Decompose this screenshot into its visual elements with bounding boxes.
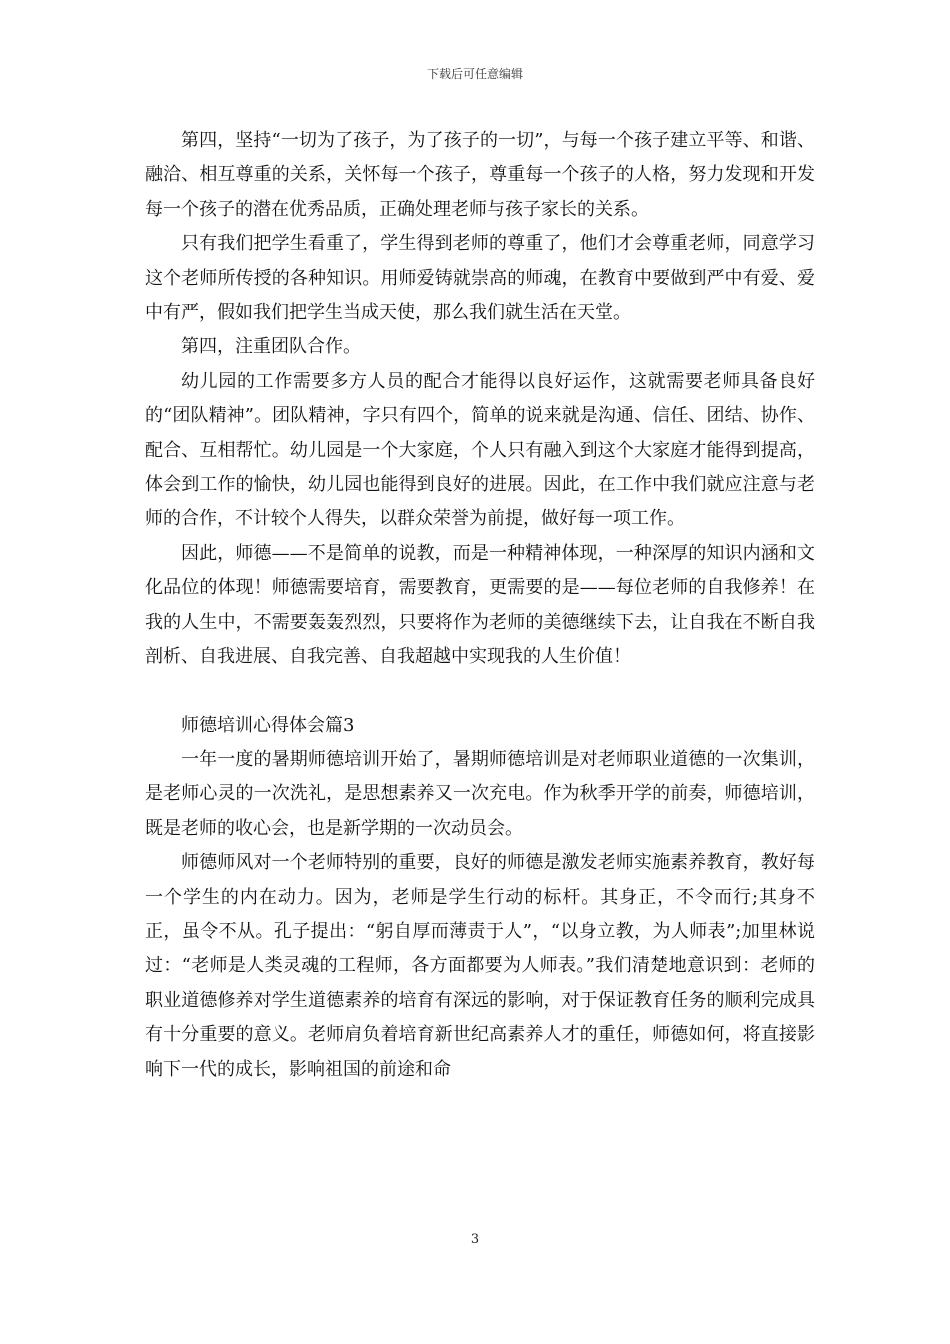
paragraph: 幼儿园的工作需要多方人员的配合才能得以良好运作，这就需要老师具备良好的“团队精神”。团队精神，字只有四个，简单的说来就是沟通、信任、团结、协作、配合、互相帮忙。幼儿园是一个大家庭，个人只有融入到这个大家庭才能得到提高，体会到工作的愉快，幼儿园也能得到良好的进展。因此，在工作中我们就应注意与老师的合作，不计较个人得失，以群众荣誉为前提，做好每一项工作。 [145,370,815,530]
section-title: 师德培训心得体会篇3 [181,714,355,736]
document-body [145,124,815,1087]
paragraph: 只有我们把学生看重了，学生得到老师的尊重了，他们才会尊重老师，同意学习这个老师所传授的各种知识。用师爱铸就崇高的师魂，在教育中要做到严中有爱、爱中有严，假如我们把学生当成天使，那么我们就生活在天堂。 [145,233,815,324]
paragraph: 因此，师德——不是简单的说教，而是一种精神体现，一种深厚的知识内涵和文化品位的体现！师德需要培育，需要教育，更需要的是——每位老师的自我修养！在我的人生中，不需要轰轰烈烈，只要将作为老师的美德继续下去，让自我在不断自我剖析、自我进展、自我完善、自我超越中实现我的人生价值！ [145,542,815,668]
paragraph: 第四，注重团队合作。 [181,336,361,358]
page-number: 3 [470,1232,480,1247]
paragraph: 第四，坚持“一切为了孩子，为了孩子的一切”，与每一个孩子建立平等、和谐、融洽、相互尊重的关系，关怀每一个孩子，尊重每一个孩子的人格，努力发现和开发每一个孩子的潜在优秀品质，正确处理老师与孩子家长的关系。 [145,130,815,220]
paragraph: 一年一度的暑期师德培训开始了，暑期师德培训是对老师职业道德的一次集训，是老师心灵的一次洗礼，是思想素养又一次充电。作为秋季开学的前奏，师德培训，既是老师的收心会，也是新学期的一次动员会。 [145,748,815,839]
paragraph: 师德师风对一个老师特别的重要，良好的师德是激发老师实施素养教育，教好每一个学生的内在动力。因为，老师是学生行动的标杆。其身正，不令而行;其身不正，虽令不从。孔子提出：“躬自厚而薄责于人”，“以身立教，为人师表”;加里林说过：“老师是人类灵魂的工程师，各方面都要为人师表。”我们清楚地意识到：老师的职业道德修养对学生道德素养的培育有深远的影响，对于保证教育任务的顺利完成具有十分重要的意义。老师肩负着培育新世纪高素养人才的重任，师德如何，将直接影响下一代的成长，影响祖国的前途和命 [145,852,815,1080]
page-header: 下载后可任意编辑 [426,67,523,81]
